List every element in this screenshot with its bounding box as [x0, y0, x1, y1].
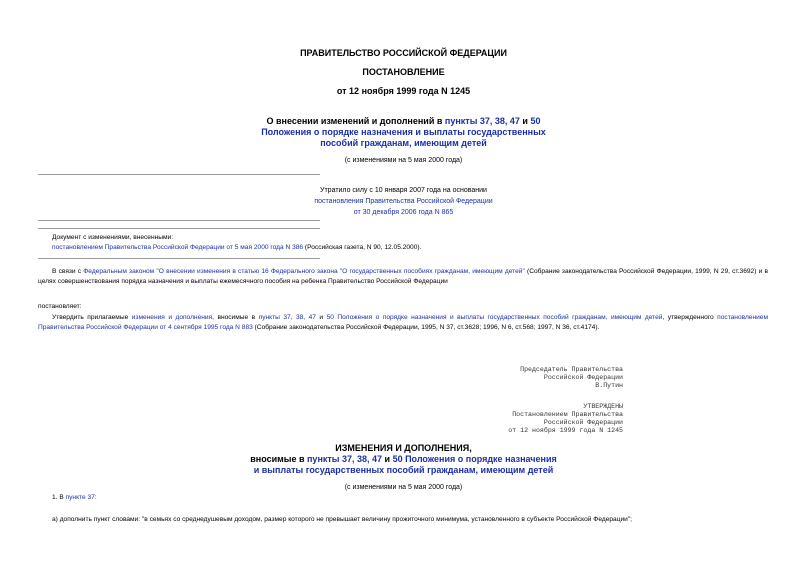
para2-link-regulation[interactable]: 50 Положения о порядке назначения и выплаты государственных пособий гражданам, имеющим детей [326, 314, 663, 321]
item-1a: а) дополнить пункт словами: "в семьях со среднедушевым доходом, размер которого не превышает величину прожиточного минимума, установленного в субъекте Российской Федерации"; [52, 516, 633, 523]
item-1 [52, 493, 97, 503]
signature-line2: Российской Федерации [543, 374, 623, 381]
para2-link-points[interactable]: пункты 37, 38, 47 [258, 314, 316, 321]
expired-line1: Утратило силу с 10 января 2007 года на основании [320, 187, 487, 194]
para1-b: (Собрание законодательства Российской Федерации, 1999, N 29, ст.3692) и в целях совершенствования порядка назначения и выплаты ежемесячного пособия на ребенка Правительство Российской Федерации [38, 268, 768, 285]
annex-link-regulation[interactable]: 50 Положения о порядке назначения [392, 454, 557, 464]
annex-amended-note: (с изменениями на 5 мая 2000 года) [344, 484, 463, 491]
title-link-50[interactable]: 50 [530, 116, 541, 126]
document-date-number: от 12 ноября 1999 года N 1245 [336, 86, 471, 96]
approved-line4: от 12 ноября 1999 года N 1245 [508, 427, 623, 434]
signature-line1: Председатель Правительства [520, 366, 623, 373]
changes-link-decree-386[interactable]: постановлением Правительства Российской Федерации от 5 мая 2000 года N 386 [52, 244, 304, 251]
approved-line2: Постановлением Правительства [512, 411, 623, 418]
para2-d: , утвержденного [662, 314, 718, 321]
para1-link-federal-law[interactable]: Федеральным законом "О внесении изменения в статью 16 Федерального закона "О государственных пособиях гражданам, имеющим детей" [83, 268, 525, 275]
divider [38, 228, 320, 229]
approved-line1: УТВЕРЖДЕНЫ [583, 403, 623, 410]
title-prefix: О внесении изменений и дополнений в [266, 116, 445, 126]
para2-link-changes[interactable]: изменения и дополнения [131, 314, 213, 321]
decree-word: постановляет: [38, 303, 82, 310]
approved-block [508, 403, 623, 435]
divider [38, 258, 320, 259]
para1-a: В связи с [52, 268, 84, 275]
changes-label: Документ с изменениями, внесенными: [52, 234, 174, 241]
changes-tail: (Российская газета, N 90, 12.05.2000). [303, 244, 422, 251]
paragraph-intro [38, 267, 768, 287]
annex-title-mid: и [382, 454, 393, 464]
para2-c: и [315, 314, 327, 321]
expired-block [0, 185, 807, 218]
document-type: ПОСТАНОВЛЕНИЕ [362, 67, 445, 77]
annex-title-prefix: вносимые в [250, 454, 307, 464]
para2-b: , вносимые в [212, 314, 259, 321]
para2-link-decree-883[interactable]: постановлением Правительства Российской Федерации от 4 сентября 1995 года N 883 [38, 314, 769, 331]
annex-title-line1: ИЗМЕНЕНИЯ И ДОПОЛНЕНИЯ, [335, 443, 472, 453]
amended-note: (с изменениями на 5 мая 2000 года) [344, 157, 463, 164]
annex-link-regulation-line3[interactable]: и выплаты государственных пособий гражданам, имеющим детей [253, 465, 554, 475]
paragraph-approve [38, 313, 768, 333]
item1-suffix: : [94, 494, 97, 501]
title-link-regulation-line2[interactable]: Положения о порядке назначения и выплаты государственных [261, 127, 546, 137]
item1-link-point-37[interactable]: пункте 37 [65, 494, 95, 501]
title-mid: и [519, 116, 531, 126]
divider [38, 220, 320, 221]
signature-line3: В.Путин [595, 382, 623, 389]
changes-line [52, 243, 772, 253]
title-link-points[interactable]: пункты 37, 38, 47 [444, 116, 520, 126]
government-name: ПРАВИТЕЛЬСТВО РОССИЙСКОЙ ФЕДЕРАЦИИ [300, 48, 507, 58]
expired-link-date[interactable]: от 30 декабря 2006 года N 865 [353, 209, 454, 216]
title-link-regulation-line3[interactable]: пособий гражданам, имеющим детей [320, 138, 487, 148]
para2-e: (Собрание законодательства Российской Федерации, 1995, N 37, ст.3628; 1996, N 6, ст.568; 1997, N 36, ст.4174). [252, 324, 600, 331]
annex-link-points[interactable]: пункты 37, 38, 47 [307, 454, 383, 464]
approved-line3: Российской Федерации [543, 419, 623, 426]
divider [38, 174, 320, 175]
annex-title [0, 443, 807, 476]
item1-prefix: 1. В [52, 494, 66, 501]
para2-a: Утвердить прилагаемые [52, 314, 132, 321]
signature-block [520, 366, 623, 390]
document-title [0, 116, 807, 149]
expired-link-decree[interactable]: постановления Правительства Российской Федерации [314, 198, 493, 205]
